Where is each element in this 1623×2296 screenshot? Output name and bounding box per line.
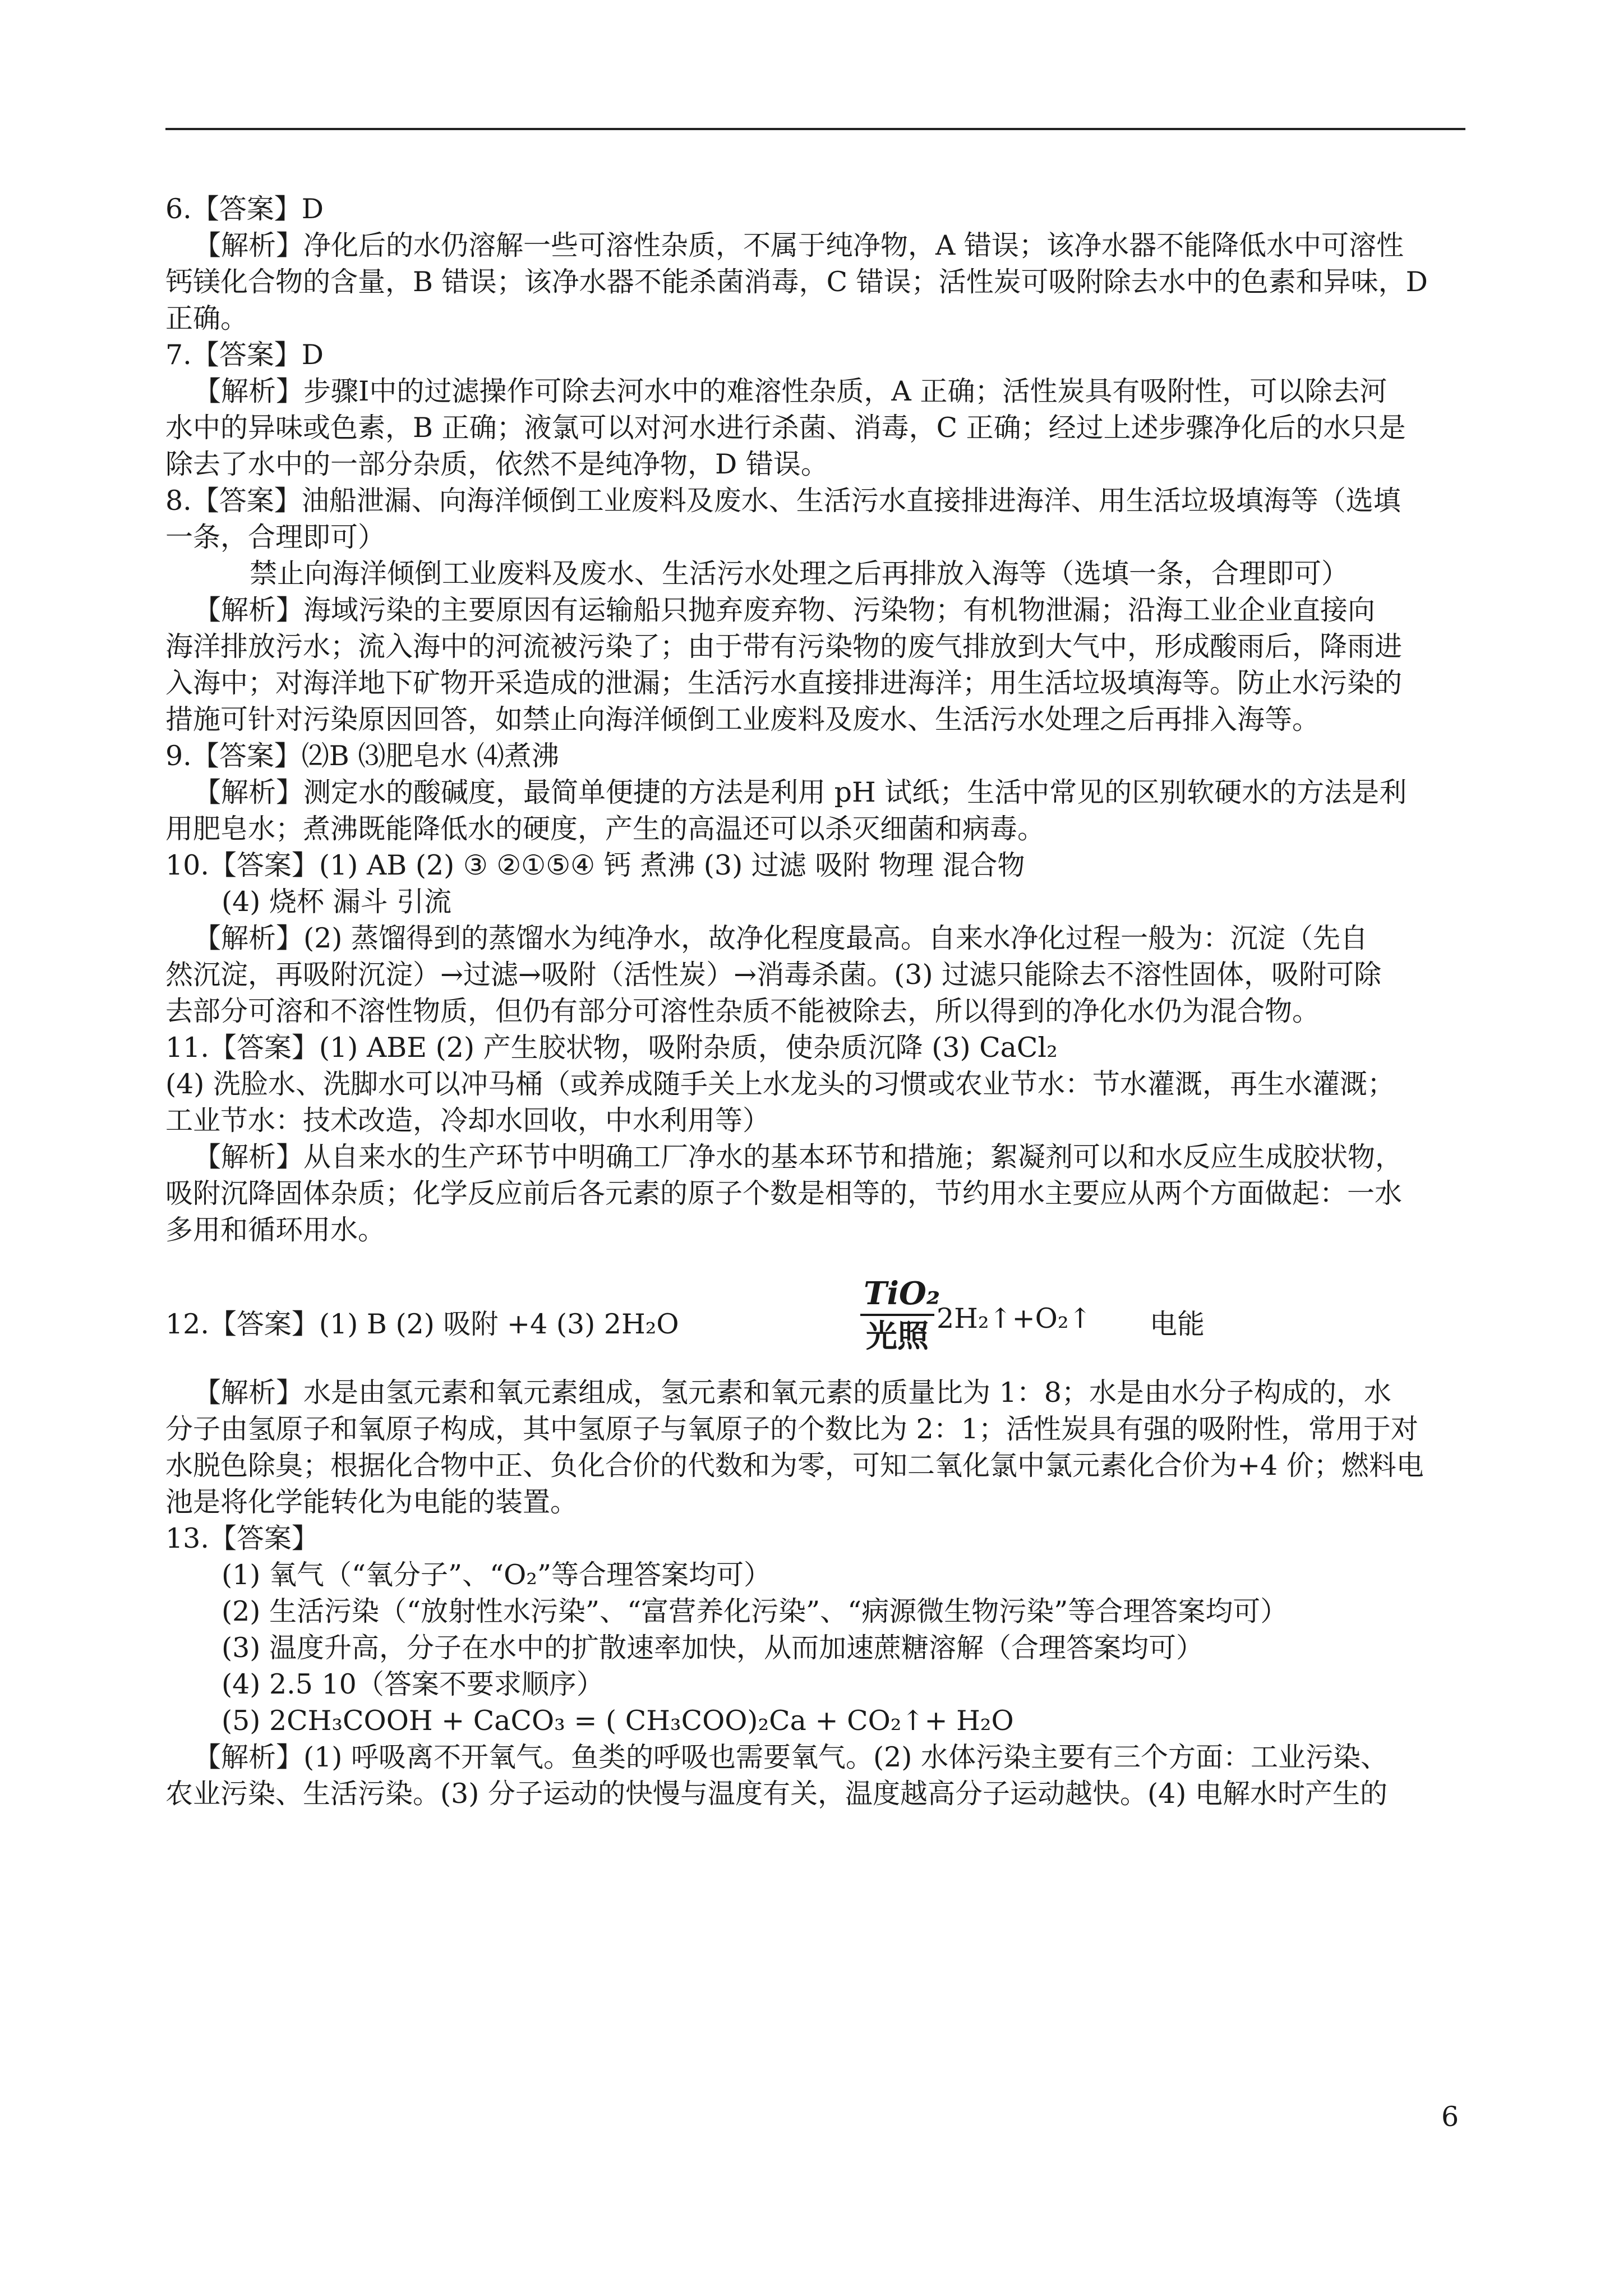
text-line: 工业节水：技术改造，冷却水回收，中水利用等） — [165, 1105, 771, 1137]
answer-content — [165, 191, 1465, 1812]
text-line: 7.【答案】D — [165, 339, 324, 371]
text-line: 池是将化学能转化为电能的装置。 — [165, 1486, 578, 1518]
text-line: 9.【答案】⑵B ⑶肥皂水 ⑷煮沸 — [165, 740, 559, 772]
text-line: 13.【答案】 — [165, 1522, 319, 1554]
text-line: 吸附沉降固体杂质；化学反应前后各元素的原子个数是相等的，节约用水主要应从两个方面做起：一水 — [165, 1177, 1403, 1209]
text-line: 多用和循环用水。 — [165, 1214, 386, 1246]
text-line: 【解析】水是由氢元素和氧元素组成，氢元素和氧元素的质量比为 1：8；水是由水分子构成的，水 — [193, 1377, 1391, 1409]
text-line: (1) 氧气（“氧分子”、“O₂”等合理答案均可） — [222, 1559, 772, 1591]
text-line: 用肥皂水；煮沸既能降低水的硬度，产生的高温还可以杀灭细菌和病毒。 — [165, 813, 1045, 845]
text-line: (3) 温度升高，分子在水中的扩散速率加快，从而加速蔗糖溶解（合理答案均可） — [222, 1632, 1204, 1664]
text-line: 【解析】净化后的水仍溶解一些可溶性杂质，不属于纯净物，A 错误；该净水器不能降低水中可溶性 — [193, 229, 1404, 261]
text-line: 海洋排放污水；流入海中的河流被污染了；由于带有污染物的废气排放到大气中，形成酸雨后，降雨进 — [165, 631, 1403, 662]
answers-6-to-11 — [165, 191, 1465, 1248]
text-line: (4) 2.5 10（答案不要求顺序） — [222, 1668, 604, 1700]
text-line: 然沉淀，再吸附沉淀）→过滤→吸附（活性炭）→消毒杀菌。(3) 过滤只能除去不溶性固体，吸附可除 — [165, 959, 1382, 991]
text-line: 【解析】从自来水的生产环节中明确工厂净水的基本环节和措施；絮凝剂可以和水反应生成胶状物， — [193, 1141, 1403, 1173]
text-line: 去部分可溶和不溶性物质，但仍有部分可溶性杂质不能被除去，所以得到的净化水仍为混合物。 — [165, 995, 1320, 1027]
text-line: 10.【答案】(1) AB (2) ③ ②①⑤④ 钙 煮沸 (3) 过滤 吸附 物理 混合物 — [165, 849, 1025, 881]
answer-12-equation-line — [165, 1273, 1465, 1369]
light-condition-label: 光照 — [866, 1318, 929, 1355]
text-line: 【解析】(1) 呼吸离不开氧气。鱼类的呼吸也需要氧气。(2) 水体污染主要有三个方面：工业污染、 — [193, 1741, 1388, 1773]
text-line: (5) 2CH₃COOH + CaCO₃ = ( CH₃COO)₂Ca + CO₂↑+ H₂O — [222, 1705, 1014, 1737]
text-line: 入海中；对海洋地下矿物开采造成的泄漏；生活污水直接排进海洋；用生活垃圾填海等。防止水污染的 — [165, 667, 1403, 699]
text-line: 【解析】测定水的酸碱度，最简单便捷的方法是利用 pH 试纸；生活中常见的区别软硬水的方法是利 — [193, 776, 1407, 808]
text-line: 农业污染、生活污染。(3) 分子运动的快慢与温度有关，温度越高分子运动越快。(4) 电解水时产生的 — [165, 1778, 1387, 1810]
text-line: 除去了水中的一部分杂质，依然不是纯净物，D 错误。 — [165, 448, 828, 480]
text-line: (4) 洗脸水、洗脚水可以冲马桶（或养成随手关上水龙头的习惯或农业节水：节水灌溉，再生水灌溉； — [165, 1068, 1395, 1100]
text-line: 钙镁化合物的含量，B 错误；该净水器不能杀菌消毒，C 错误；活性炭可吸附除去水中的色素和异味，D — [165, 266, 1428, 298]
page-number: 6 — [1441, 2101, 1459, 2133]
text-line: (4) 烧杯 漏斗 引流 — [222, 886, 452, 918]
answers-12-13-explanation — [165, 1374, 1465, 1812]
reaction-condition — [864, 1273, 940, 1356]
text-line: 11.【答案】(1) ABE (2) 产生胶状物，吸附杂质，使杂质沉降 (3) CaCl₂ — [165, 1032, 1058, 1064]
reaction-products: 2H₂↑+O₂↑ — [937, 1303, 1092, 1335]
catalyst-label: TiO₂ — [864, 1275, 940, 1312]
text-line: 8.【答案】油船泄漏、向海洋倾倒工业废料及废水、生活污水直接排进海洋、用生活垃圾填海等（选填 — [165, 485, 1401, 517]
header-rule — [165, 128, 1465, 130]
text-line: 【解析】海域污染的主要原因有运输船只抛弃废弃物、污染物；有机物泄漏；沿海工业企业直接向 — [193, 594, 1376, 626]
text-line: 分子由氢原子和氧原子构成，其中氢原子与氧原子的个数比为 2：1；活性炭具有强的吸附性，常用于对 — [165, 1413, 1418, 1445]
text-line: 6.【答案】D — [165, 193, 324, 225]
text-line: 水脱色除臭；根据化合物中正、负化合价的代数和为零，可知二氧化氯中氯元素化合价为+4 价；燃料电 — [165, 1450, 1424, 1481]
text-line: (2) 生活污染（“放射性水污染”、“富营养化污染”、“病源微生物污染”等合理答案均可） — [222, 1595, 1288, 1627]
answer-12-label: 12.【答案】(1) B (2) 吸附 +4 (3) 2H₂O — [165, 1308, 679, 1340]
text-line: 一条，合理即可） — [165, 521, 386, 553]
text-line: 【解析】(2) 蒸馏得到的蒸馏水为纯净水，故净化程度最高。自来水净化过程一般为：沉淀（先自 — [193, 922, 1368, 954]
text-line: 正确。 — [165, 302, 248, 334]
text-line: 【解析】步骤Ⅰ中的过滤操作可除去河水中的难溶性杂质，A 正确；活性炭具有吸附性，可以除去河 — [193, 375, 1387, 407]
text-line: 措施可针对污染原因回答，如禁止向海洋倾倒工业废料及废水、生活污水处理之后再排入海等。 — [165, 703, 1320, 735]
answer-12-energy: 电能 — [1150, 1308, 1205, 1340]
text-line: 禁止向海洋倾倒工业废料及废水、生活污水处理之后再排放入海等（选填一条，合理即可） — [250, 558, 1349, 590]
text-line: 水中的异味或色素，B 正确；液氯可以对河水进行杀菌、消毒，C 正确；经过上述步骤净化后的水只是 — [165, 412, 1406, 444]
